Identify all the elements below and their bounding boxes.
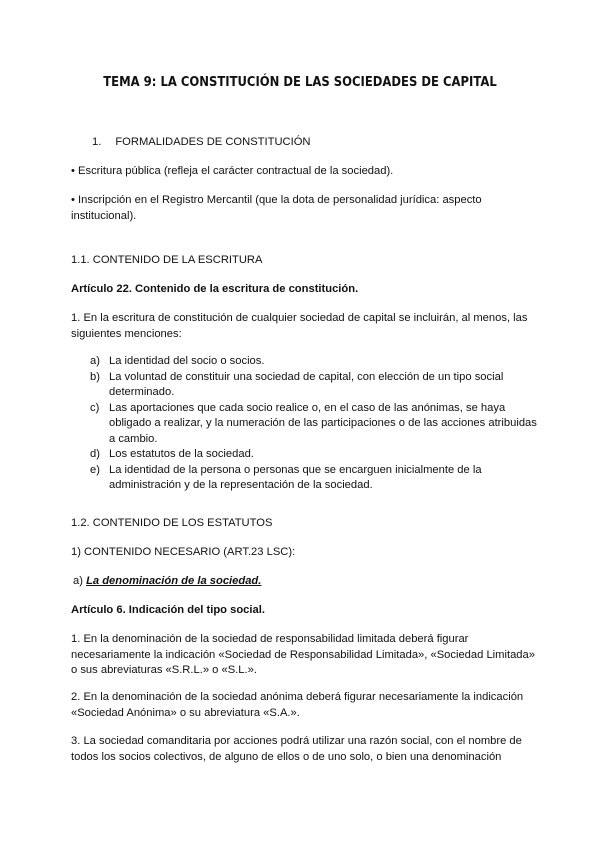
bullet-escritura: • Escritura pública (refleja el carácter contractual de la sociedad). [71,165,394,177]
denominacion-title: La denominación de la sociedad. [86,575,262,587]
list-item-label: e) [90,463,100,476]
article-6-paragraph-3: 3. La sociedad comanditaria por acciones podrá utilizar una razón social, con el nombre de todos los socios colectivos, de alguno de ellos o de uno solo, o bien una denominación [71,735,522,763]
document-title: TEMA 9: LA CONSTITUCIÓN DE LAS SOCIEDADES DE CAPITAL [103,74,497,90]
article-6-paragraph-1: 1. En la denominación de la sociedad de responsabilidad limitada deberá figurar necesariamente la indicación «Sociedad de Responsabilidad Limitada», «Sociedad Limitada» o sus abreviaturas «S.R.L.» o «S.L.». [71,633,535,676]
list-item-text: La identidad del socio o socios. [109,355,265,367]
section-number: 1. [92,136,102,148]
list-item [90,370,540,401]
list-item [90,354,540,370]
article-22-paragraph: 1. En la escritura de constitución de cualquier sociedad de capital se incluirán, al menos, las siguientes menciones: [71,312,528,340]
article-22-title: Artículo 22. Contenido de la escritura de constitución. [71,283,359,295]
list-item-text: Las aportaciones que cada socio realice o, en el caso de las anónimas, se haya obligado a realizar, y la numeración de las participaciones o de las acciones atribuidas a cambio. [109,401,537,445]
list-item-text: La identidad de la persona o personas que se encarguen inicialmente de la administración y de la representación de la sociedad. [109,463,482,491]
section-heading-1 [92,135,562,151]
subsection-heading-1-2: 1.2. CONTENIDO DE LOS ESTATUTOS [71,517,273,529]
article-6-title: Artículo 6. Indicación del tipo social. [71,604,265,616]
section-title: FORMALIDADES DE CONSTITUCIÓN [115,136,311,148]
list-item [90,401,540,448]
denominacion-heading [73,574,543,590]
list-item-label: c) [90,401,100,414]
list-item [90,463,540,494]
bullet-inscripcion: • Inscripción en el Registro Mercantil (que la dota de personalidad jurídica: aspecto institucional). [71,194,482,222]
list-item-label: d) [90,448,100,460]
list-item [90,447,540,463]
list-item-text: La voluntad de constituir una sociedad de capital, con elección de un tipo social determinado. [109,370,504,398]
article-6-paragraph-2: 2. En la denominación de la sociedad anónima deberá figurar necesariamente la indicación «Sociedad Anónima» o su abreviatura «S.A.». [71,691,524,719]
article-22-list [90,354,540,494]
list-item-label: b) [90,370,100,383]
list-item-text: Los estatutos de la sociedad. [109,448,254,460]
denominacion-prefix: a) [73,575,83,587]
contenido-necesario-heading: 1) CONTENIDO NECESARIO (ART.23 LSC): [71,546,296,558]
subsection-heading-1-1: 1.1. CONTENIDO DE LA ESCRITURA [71,254,263,266]
list-item-label: a) [90,355,100,367]
